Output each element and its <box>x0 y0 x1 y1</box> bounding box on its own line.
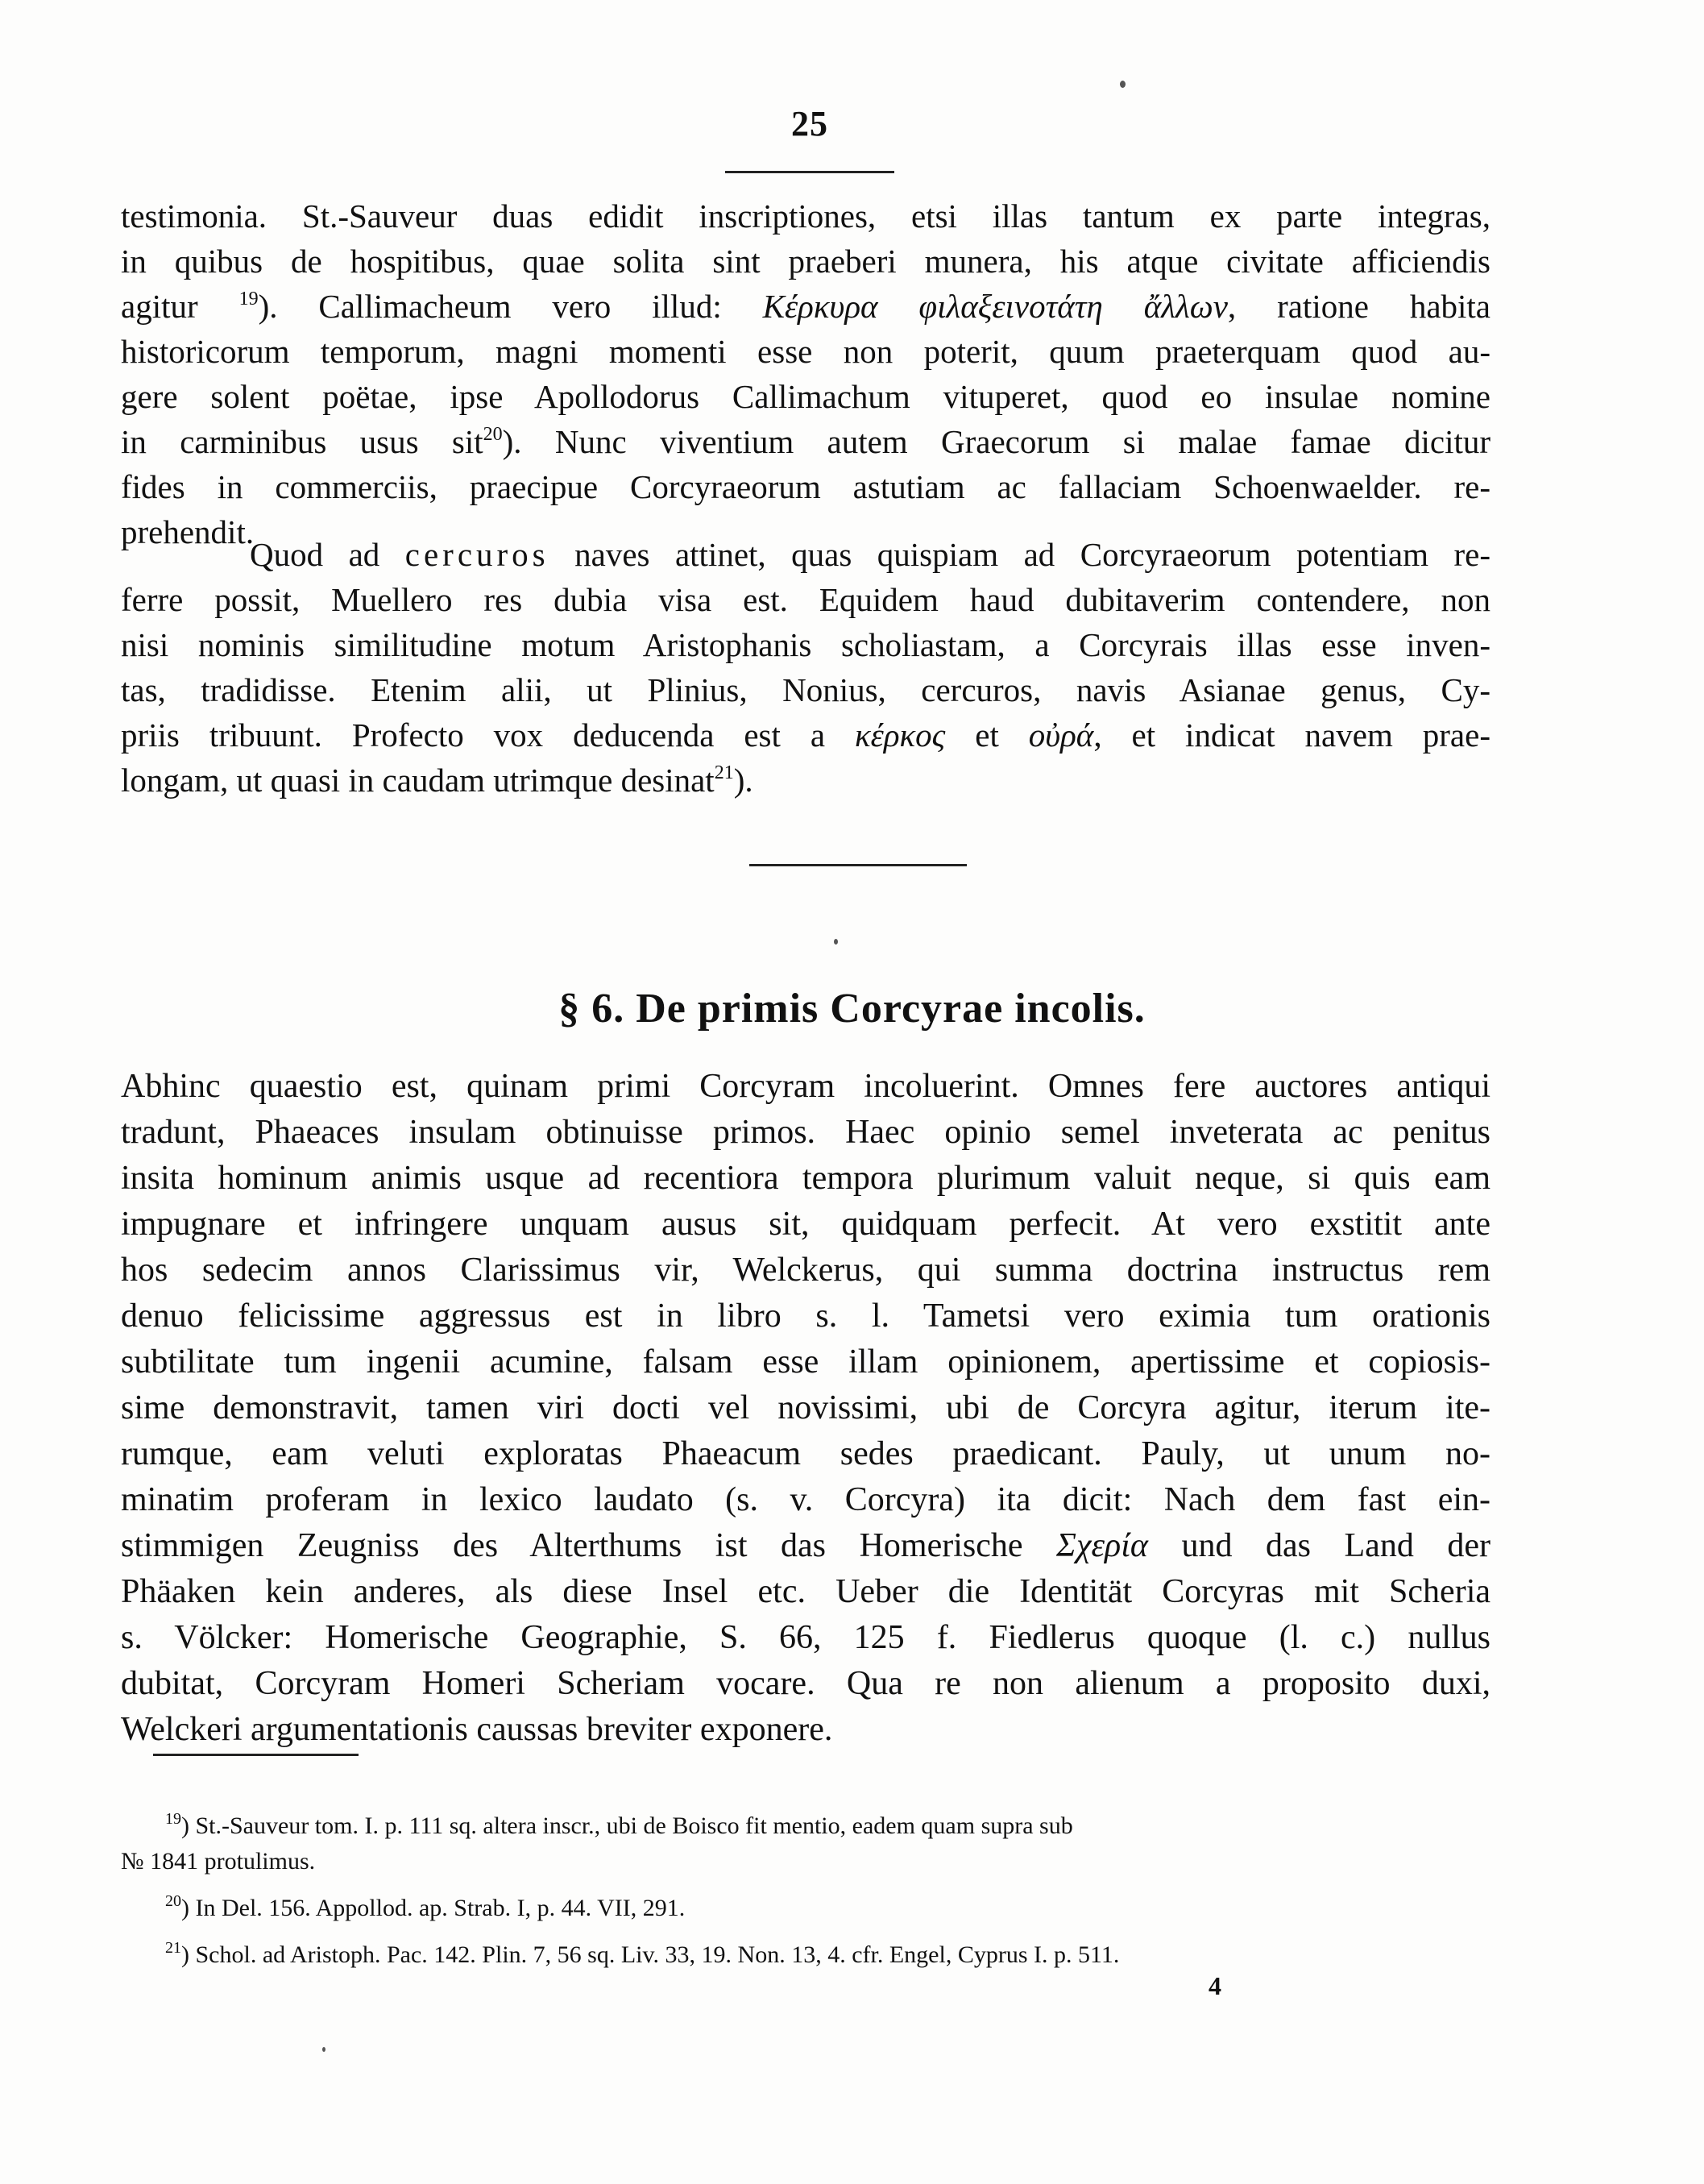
footnote-21 <box>121 1937 1474 1973</box>
text-line: historicorum temporum, magni momenti esse non poterit, quum praeterquam quod au- <box>121 333 1490 370</box>
text-line: nisi nominis similitudine motum Aristophanis scholiastam, a Corcyrais illas esse inven- <box>121 626 1490 663</box>
footnote-line: $^{19}$) St.-Sauveur tom. I. p. 111 sq. altera inscr., ubi de Boisco fit mentio, eadem quam supra sub <box>165 1810 1073 1839</box>
text-line: subtilitate tum ingenii acumine, falsam esse illam opinionem, apertissime et copiosis- <box>121 1343 1490 1381</box>
text-line: rumque, eam veluti exploratas Phaeacum sedes praedicant. Pauly, ut unum no- <box>121 1435 1490 1472</box>
paragraph-testimonia <box>121 193 1490 554</box>
text-line: testimonia. St.-Sauveur duas edidit inscriptiones, etsi illas tantum ex parte integras, <box>121 197 1490 235</box>
greek-word: Σχερία <box>1056 1527 1148 1564</box>
text-line: tradunt, Phaeaces insulam obtinuisse primos. Haec opinio semel inveterata ac penitus <box>121 1114 1490 1151</box>
greek-quote: Κέρκυρα φιλαξεινοτάτη ἄλλων <box>762 288 1228 325</box>
text-line: priis tribuunt. Profecto vox deducenda est a κέρκος et οὐρά, et indicat navem prae- <box>121 716 1490 754</box>
text-line: stimmigen Zeugniss des Alterthums ist das Homerische Σχερία und das Land der <box>121 1527 1490 1564</box>
text-line: prehendit. <box>121 513 255 550</box>
text-line: agitur $^{19}$). Callimacheum vero illud: Κέρκυρα φιλαξεινοτάτη ἄλλων, ratione habita <box>121 288 1490 325</box>
section-heading: § 6. De primis Corcyrae incolis. <box>558 986 1146 1032</box>
page-number: 25 <box>791 104 828 143</box>
text-line: Welckeri argumentationis caussas breviter exponere. <box>121 1711 833 1748</box>
signature-mark: 4 <box>1209 1971 1221 2000</box>
text-line: impugnare et infringere unquam ausus sit, quidquam perfecit. At vero exstitit ante <box>121 1206 1490 1243</box>
footnote-19 <box>121 1808 1474 1879</box>
paper-fleck <box>1120 81 1126 88</box>
spaced-word: cercuros <box>404 536 549 573</box>
text-line: hos sedecim annos Clarissimus vir, Welckerus, qui summa doctrina instructus rem <box>121 1252 1490 1289</box>
text-line: insita hominum animis usque ad recentiora tempora plurimum valuit neque, si quis eam <box>121 1160 1490 1197</box>
text-line: fides in commerciis, praecipue Corcyraeorum astutiam ac fallaciam Schoenwaelder. re- <box>121 468 1490 505</box>
footnote-mark: 19 <box>165 1810 181 1828</box>
text-line: Abhinc quaestio est, quinam primi Corcyram incoluerint. Omnes fere auctores antiqui <box>121 1068 1490 1105</box>
footnote-ref-20[interactable]: 20 <box>483 424 503 445</box>
page-number-rule <box>725 171 894 173</box>
text-line: in carminibus usus sit$^{20}$). Nunc viventium autem Graecorum si malae famae dicitur <box>121 423 1491 460</box>
footnote-mark: 20 <box>165 1892 181 1910</box>
paragraph-abhinc <box>121 1064 1490 1753</box>
footnote-line: $^{20}$) In Del. 156. Appollod. ap. Strab. I, p. 44. VII, 291. <box>165 1892 686 1921</box>
text-line: sime demonstravit, tamen viri docti vel novissimi, ubi de Corcyra agitur, iterum ite- <box>121 1389 1490 1426</box>
text-line: longam, ut quasi in caudam utrimque desinat$^{21}$). <box>121 762 753 799</box>
paper-fleck <box>834 939 838 945</box>
footnote-line: $^{21}$) Schol. ad Aristoph. Pac. 142. Plin. 7, 56 sq. Liv. 33, 19. Non. 13, 4. cfr. Engel, Cyprus I. p. 511. <box>165 1939 1120 1968</box>
text-line: tas, tradidisse. Etenim alii, ut Plinius, Nonius, cercuros, navis Asianae genus, Cy- <box>121 671 1490 708</box>
text-line: s. Völcker: Homerische Geographie, S. 66, 125 f. Fiedlerus quoque (l. c.) nullus <box>121 1619 1490 1656</box>
footnote-ref-21[interactable]: 21 <box>714 762 734 783</box>
footnote-separator-rule <box>153 1754 359 1756</box>
text-line: Phäaken kein anderes, als diese Insel etc. Ueber die Identität Corcyras mit Scheria <box>121 1573 1490 1610</box>
text-line: Quod ad cercuros naves attinet, quas quispiam ad Corcyraeorum potentiam re- <box>250 536 1490 573</box>
footnote-20 <box>121 1891 1474 1926</box>
footnote-line: № 1841 protulimus. <box>121 1848 316 1875</box>
footnote-mark: 21 <box>165 1939 181 1957</box>
greek-word: κέρκος <box>854 716 946 754</box>
text-line: dubitat, Corcyram Homeri Scheriam vocare. Qua re non alienum a proposito duxi, <box>121 1665 1490 1702</box>
text-line: gere solent poëtae, ipse Apollodorus Callimachum vituperet, quod eo insulae nomine <box>121 378 1490 415</box>
text-line: minatim proferam in lexico laudato (s. v. Corcyra) ita dicit: Nach dem fast ein- <box>121 1481 1490 1518</box>
footnotes <box>121 1808 1474 1984</box>
section-divider-rule <box>749 864 967 866</box>
paper-fleck <box>322 2047 325 2052</box>
text-line: denuo felicissime aggressus est in libro s. l. Tametsi vero eximia tum orationis <box>121 1298 1490 1335</box>
text-line: ferre possit, Muellero res dubia visa est. Equidem haud dubitaverim contendere, non <box>121 581 1490 618</box>
footnote-ref-19[interactable]: 19 <box>238 289 259 309</box>
text-line: in quibus de hospitibus, quae solita sint praeberi munera, his atque civitate afficiendis <box>121 243 1490 280</box>
greek-word: οὐρά <box>1028 716 1094 754</box>
paragraph-cercuros <box>121 532 1490 803</box>
